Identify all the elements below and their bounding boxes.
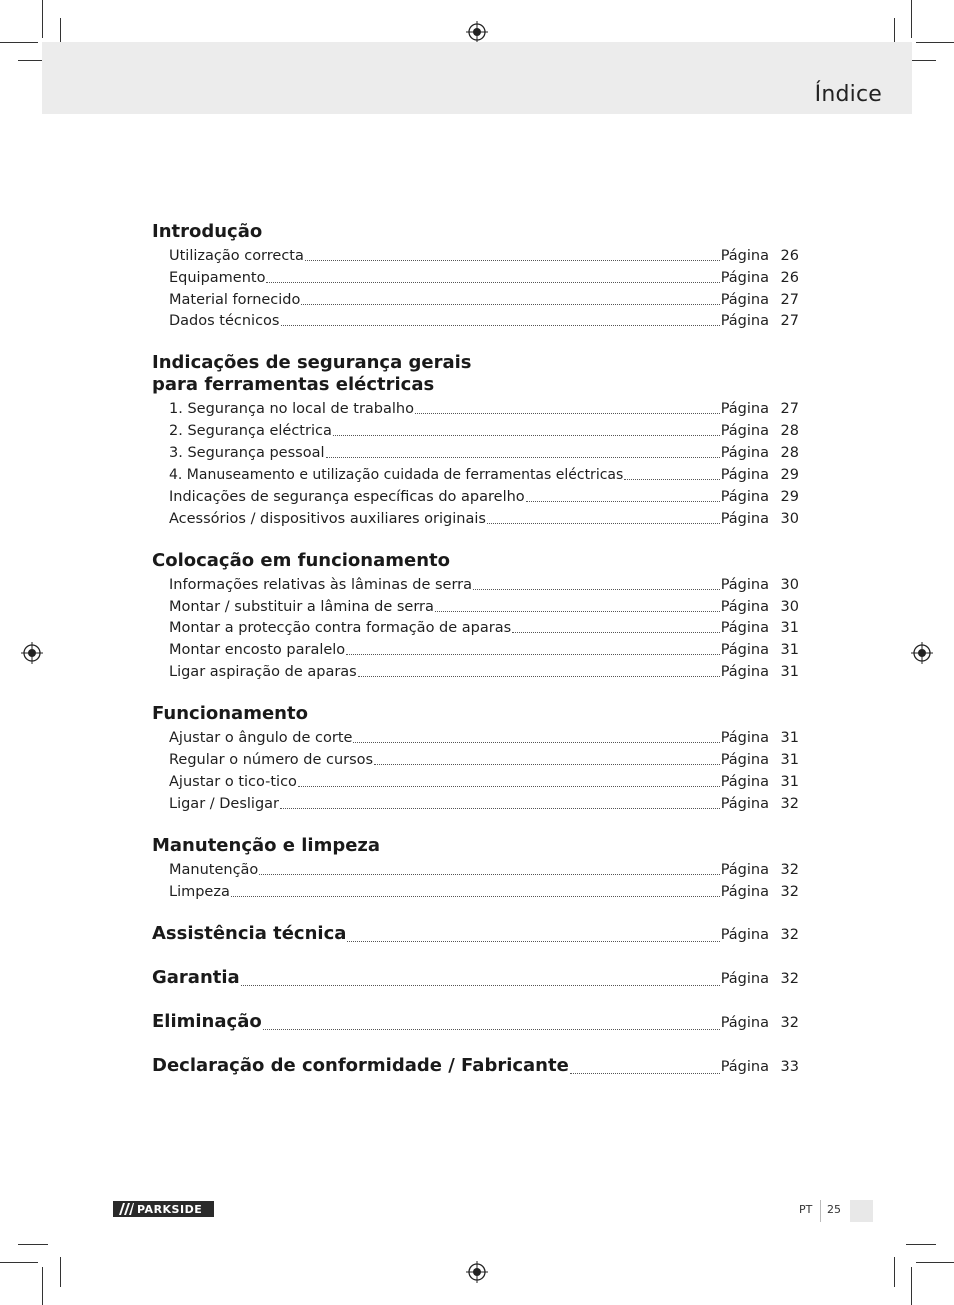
toc-section-assistencia[interactable] bbox=[152, 921, 799, 947]
page-number: 32 bbox=[780, 862, 799, 878]
toc-entry-label: Ajustar o ângulo de corte bbox=[169, 730, 353, 746]
toc-entry[interactable] bbox=[169, 618, 799, 638]
page-word: Página bbox=[720, 664, 769, 680]
page-number: 33 bbox=[780, 1059, 799, 1075]
leader-dots bbox=[263, 1029, 720, 1030]
page-word: Página bbox=[720, 620, 769, 636]
leader-dots bbox=[231, 896, 720, 897]
toc-entry-label: Montar encosto paralelo bbox=[169, 642, 346, 658]
page-number: 26 bbox=[780, 270, 799, 286]
leader-dots bbox=[358, 676, 720, 677]
toc-entry[interactable] bbox=[169, 860, 799, 880]
toc-entry[interactable] bbox=[169, 268, 799, 288]
toc-section-garantia[interactable] bbox=[152, 965, 799, 991]
registration-mark-icon bbox=[466, 1261, 488, 1283]
page-word: Página bbox=[720, 248, 769, 264]
crop-mark bbox=[0, 1262, 38, 1263]
page-word: Página bbox=[720, 270, 769, 286]
page-number: 28 bbox=[780, 445, 799, 461]
page-number: 29 bbox=[780, 467, 799, 483]
page-number: 31 bbox=[780, 664, 799, 680]
page-number: 31 bbox=[780, 752, 799, 768]
crop-mark bbox=[911, 1267, 912, 1305]
page-number: 30 bbox=[780, 599, 799, 615]
section-title-seguranca-line1: Indicações de segurança gerais bbox=[152, 352, 472, 373]
toc-entry-label: Acessórios / dispositivos auxiliares originais bbox=[169, 511, 486, 527]
toc-entry-label: Montar / substituir a lâmina de serra bbox=[169, 599, 434, 615]
toc-entry[interactable] bbox=[169, 443, 799, 463]
leader-dots bbox=[241, 985, 720, 986]
page-number: 27 bbox=[780, 401, 799, 417]
section-title-introducao: Introdução bbox=[152, 221, 263, 242]
page-word: Página bbox=[720, 1059, 769, 1075]
page-number: 28 bbox=[780, 423, 799, 439]
page-word: Página bbox=[720, 292, 769, 308]
section-title-eliminacao: Eliminação bbox=[152, 1011, 262, 1032]
toc-entry[interactable] bbox=[169, 662, 799, 682]
footer-tab bbox=[850, 1200, 873, 1222]
toc-entry[interactable] bbox=[169, 465, 799, 485]
page-number: 27 bbox=[780, 313, 799, 329]
leader-dots bbox=[305, 260, 720, 261]
page-number: 26 bbox=[780, 248, 799, 264]
section-title-manutencao: Manutenção e limpeza bbox=[152, 835, 381, 856]
page-number: 32 bbox=[780, 796, 799, 812]
leader-dots bbox=[347, 941, 719, 942]
registration-mark-icon bbox=[911, 642, 933, 664]
section-title-garantia: Garantia bbox=[152, 967, 240, 988]
page-number: 32 bbox=[780, 927, 799, 943]
page-number: 27 bbox=[780, 292, 799, 308]
leader-dots bbox=[266, 282, 719, 283]
toc-entry-label: Montar a protecção contra formação de aparas bbox=[169, 620, 512, 636]
page-number: 32 bbox=[780, 884, 799, 900]
page-number: 31 bbox=[780, 642, 799, 658]
toc-entry-label: Utilização correcta bbox=[169, 248, 304, 264]
leader-dots bbox=[353, 742, 719, 743]
leader-dots bbox=[326, 457, 720, 458]
crop-mark bbox=[894, 1257, 895, 1287]
page-number: 29 bbox=[780, 489, 799, 505]
toc-entry[interactable] bbox=[169, 728, 799, 748]
toc-entry[interactable] bbox=[169, 290, 799, 310]
toc-section-eliminacao[interactable] bbox=[152, 1009, 799, 1035]
toc-entry[interactable] bbox=[169, 882, 799, 902]
header-band bbox=[42, 42, 912, 114]
page-word: Página bbox=[720, 401, 769, 417]
page-title: Índice bbox=[814, 82, 882, 107]
registration-mark-icon bbox=[466, 21, 488, 43]
parkside-logo bbox=[113, 1201, 214, 1217]
toc-entry[interactable] bbox=[169, 246, 799, 266]
page-number: 31 bbox=[780, 774, 799, 790]
brand-name: PARKSIDE bbox=[137, 1202, 203, 1216]
section-title-declaracao: Declaração de conformidade / Fabricante bbox=[152, 1055, 569, 1076]
toc-section-declaracao[interactable] bbox=[152, 1053, 799, 1079]
leader-dots bbox=[570, 1073, 720, 1074]
toc-entry-label: Material fornecido bbox=[169, 292, 301, 308]
toc-entry-label: Manutenção bbox=[169, 862, 259, 878]
toc-entry-label: Ajustar o tico-tico bbox=[169, 774, 297, 790]
section-title-colocacao: Colocação em funcionamento bbox=[152, 550, 450, 571]
page-word: Página bbox=[720, 313, 769, 329]
page-number: 30 bbox=[780, 511, 799, 527]
toc-entry-label: Ligar aspiração de aparas bbox=[169, 664, 357, 680]
leader-dots bbox=[512, 632, 720, 633]
crop-mark bbox=[911, 0, 912, 38]
toc-entry[interactable] bbox=[169, 399, 799, 419]
toc-entry-label: 1. Segurança no local de trabalho bbox=[169, 401, 414, 417]
crop-mark bbox=[42, 1267, 43, 1305]
leader-dots bbox=[526, 501, 720, 502]
page-word: Página bbox=[720, 599, 769, 615]
toc-entry[interactable] bbox=[169, 487, 799, 507]
crop-mark bbox=[906, 1244, 936, 1245]
leader-dots bbox=[415, 413, 720, 414]
page-word: Página bbox=[720, 1015, 769, 1031]
toc-entry[interactable] bbox=[169, 640, 799, 660]
page-word: Página bbox=[720, 774, 769, 790]
page-number: 32 bbox=[780, 1015, 799, 1031]
toc-entry[interactable] bbox=[169, 421, 799, 441]
leader-dots bbox=[301, 304, 719, 305]
page-number: 32 bbox=[780, 971, 799, 987]
page-word: Página bbox=[720, 796, 769, 812]
leader-dots bbox=[280, 808, 720, 809]
toc-entry[interactable] bbox=[169, 772, 799, 792]
crop-mark bbox=[42, 0, 43, 38]
toc-entry[interactable] bbox=[169, 509, 799, 529]
toc-entry-label: Regular o número de cursos bbox=[169, 752, 374, 768]
page-word: Página bbox=[720, 752, 769, 768]
toc-entry[interactable] bbox=[169, 750, 799, 770]
toc-entry-label: 2. Segurança eléctrica bbox=[169, 423, 332, 439]
crop-mark bbox=[18, 1244, 48, 1245]
leader-dots bbox=[624, 479, 719, 480]
page-word: Página bbox=[720, 577, 769, 593]
toc-entry-label: 4. Manuseamento e utilização cuidada de ferramentas eléctricas bbox=[169, 467, 624, 483]
page-number: 31 bbox=[780, 730, 799, 746]
page-word: Página bbox=[720, 971, 769, 987]
page-word: Página bbox=[720, 884, 769, 900]
page-word: Página bbox=[720, 927, 769, 943]
leader-dots bbox=[435, 611, 720, 612]
leader-dots bbox=[259, 874, 719, 875]
page-number: 30 bbox=[780, 577, 799, 593]
leader-dots bbox=[333, 435, 720, 436]
leader-dots bbox=[298, 786, 720, 787]
leader-dots bbox=[487, 523, 720, 524]
leader-dots bbox=[374, 764, 720, 765]
page-word: Página bbox=[720, 511, 769, 527]
crop-mark bbox=[60, 1257, 61, 1287]
toc-entry-label: Limpeza bbox=[169, 884, 230, 900]
toc-entry[interactable] bbox=[169, 597, 799, 617]
page-word: Página bbox=[720, 445, 769, 461]
section-title-seguranca-line2: para ferramentas eléctricas bbox=[152, 374, 435, 395]
toc-entry-label: Informações relativas às lâminas de serra bbox=[169, 577, 473, 593]
toc-entry[interactable] bbox=[169, 794, 799, 814]
page-word: Página bbox=[720, 489, 769, 505]
toc-entry-label: Ligar / Desligar bbox=[169, 796, 280, 812]
language-code: PT bbox=[799, 1203, 813, 1216]
toc-entry-label: 3. Segurança pessoal bbox=[169, 445, 325, 461]
page-word: Página bbox=[720, 467, 769, 483]
logo-stripes-icon bbox=[116, 1201, 134, 1217]
toc-entry-label: Dados técnicos bbox=[169, 313, 280, 329]
toc-entry-label: Equipamento bbox=[169, 270, 266, 286]
crop-mark bbox=[916, 1262, 954, 1263]
toc-entry-label: Indicações de segurança específicas do aparelho bbox=[169, 489, 525, 505]
toc-entry[interactable] bbox=[169, 575, 799, 595]
toc-entry[interactable] bbox=[169, 311, 799, 331]
page-word: Página bbox=[720, 423, 769, 439]
section-title-funcionamento: Funcionamento bbox=[152, 703, 308, 724]
leader-dots bbox=[281, 325, 720, 326]
page-word: Página bbox=[720, 862, 769, 878]
page-word: Página bbox=[720, 730, 769, 746]
page-word: Página bbox=[720, 642, 769, 658]
page-number-footer: 25 bbox=[827, 1203, 841, 1216]
crop-mark bbox=[0, 42, 38, 43]
leader-dots bbox=[473, 589, 720, 590]
crop-mark bbox=[916, 42, 954, 43]
section-title-assistencia: Assistência técnica bbox=[152, 923, 347, 944]
registration-mark-icon bbox=[21, 642, 43, 664]
footer-divider bbox=[820, 1200, 821, 1222]
leader-dots bbox=[346, 654, 720, 655]
page-number: 31 bbox=[780, 620, 799, 636]
